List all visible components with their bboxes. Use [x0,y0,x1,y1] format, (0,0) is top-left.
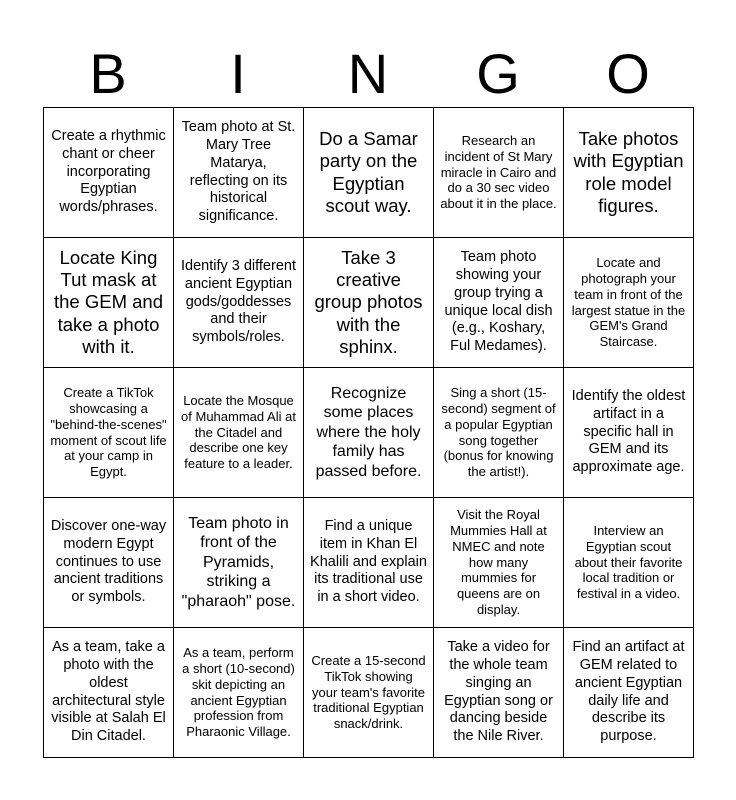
bingo-cell-r3c5[interactable]: Identify the oldest artifact in a specific hall in GEM and its approximate age. [564,368,694,498]
bingo-cell-r2c1[interactable]: Locate King Tut mask at the GEM and take a photo with it. [44,238,174,368]
header-letter-g: G [476,42,520,105]
bingo-cell-r3c1[interactable]: Create a TikTok showcasing a "behind-the-scenes" moment of scout life at your camp in Egypt. [44,368,174,498]
bingo-cell-r3c3[interactable]: Recognize some places where the holy family has passed before. [304,368,434,498]
bingo-cell-r4c2[interactable]: Team photo in front of the Pyramids, striking a "pharaoh" pose. [174,498,304,628]
header-letter-o: O [606,42,650,105]
bingo-cell-r2c2[interactable]: Identify 3 different ancient Egyptian gods/goddesses and their symbols/roles. [174,238,304,368]
bingo-cell-r4c3[interactable]: Find a unique item in Khan El Khalili and explain its traditional use in a short video. [304,498,434,628]
bingo-cell-r1c5[interactable]: Take photos with Egyptian role model figures. [564,108,694,238]
bingo-cell-r1c2[interactable]: Team photo at St. Mary Tree Matarya, reflecting on its historical significance. [174,108,304,238]
bingo-cell-r1c4[interactable]: Research an incident of St Mary miracle in Cairo and do a 30 sec video about it in the place. [434,108,564,238]
bingo-cell-r2c4[interactable]: Team photo showing your group trying a unique local dish (e.g., Koshary, Ful Medames). [434,238,564,368]
bingo-cell-r3c4[interactable]: Sing a short (15-second) segment of a popular Egyptian song together (bonus for knowing the artist!). [434,368,564,498]
header-letter-i: I [230,42,246,105]
header-letter-b: B [89,42,127,105]
bingo-header [43,40,693,108]
bingo-cell-r1c1[interactable]: Create a rhythmic chant or cheer incorporating Egyptian words/phrases. [44,108,174,238]
bingo-cell-r1c3[interactable]: Do a Samar party on the Egyptian scout way. [304,108,434,238]
bingo-cell-r5c5[interactable]: Find an artifact at GEM related to ancient Egyptian daily life and describe its purpose. [564,628,694,758]
bingo-cell-r5c1[interactable]: As a team, take a photo with the oldest architectural style visible at Salah El Din Citadel. [44,628,174,758]
bingo-cell-r2c5[interactable]: Locate and photograph your team in front of the largest statue in the GEM's Grand Staircase. [564,238,694,368]
bingo-cell-r2c3[interactable]: Take 3 creative group photos with the sphinx. [304,238,434,368]
bingo-board [43,107,694,758]
bingo-cell-r5c2[interactable]: As a team, perform a short (10-second) skit depicting an ancient Egyptian profession from Pharaonic Village. [174,628,304,758]
bingo-cell-r5c4[interactable]: Take a video for the whole team singing an Egyptian song or dancing beside the Nile River. [434,628,564,758]
bingo-cell-r4c4[interactable]: Visit the Royal Mummies Hall at NMEC and note how many mummies for queens are on display. [434,498,564,628]
header-letter-n: N [347,42,389,105]
bingo-cell-r4c1[interactable]: Discover one-way modern Egypt continues to use ancient traditions or symbols. [44,498,174,628]
bingo-cell-r5c3[interactable]: Create a 15-second TikTok showing your team's favorite traditional Egyptian snack/drink. [304,628,434,758]
bingo-cell-r3c2[interactable]: Locate the Mosque of Muhammad Ali at the Citadel and describe one key feature to a leader. [174,368,304,498]
bingo-cell-r4c5[interactable]: Interview an Egyptian scout about their favorite local tradition or festival in a video. [564,498,694,628]
